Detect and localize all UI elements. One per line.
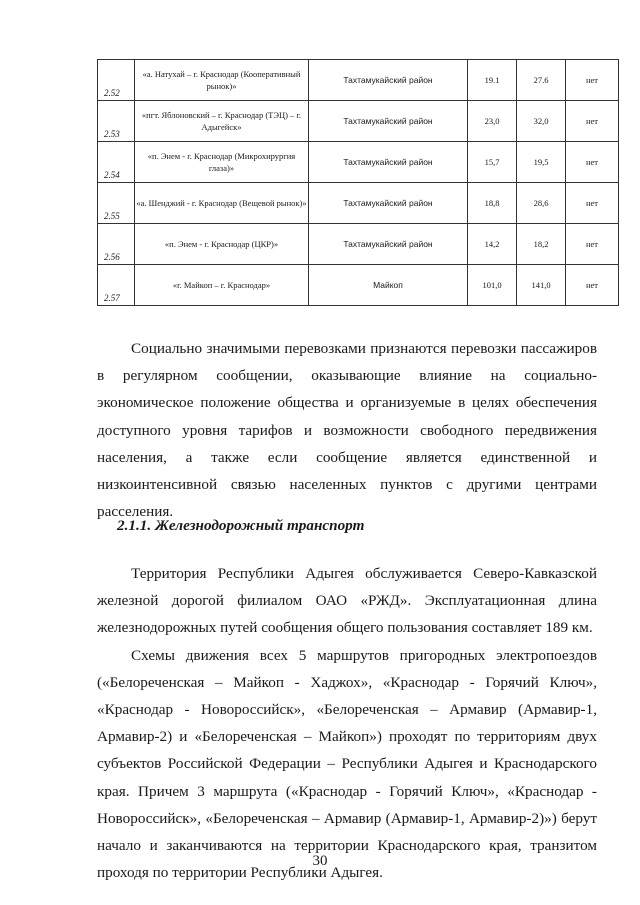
value-1-cell-text: 15,7 (484, 157, 500, 167)
district-cell (309, 60, 468, 101)
paragraph-text: Схемы движения всех 5 маршрутов пригородных электропоездов («Белореченская – Майкоп - Хаджох», «Краснодар - Горячий Ключ», «Краснодар - Новороссийск», «Белореченская – Армавир (Армавир-1, Армавир-2) и «Белореченская – Майкоп») проходят по территориям двух субъектов Российской Федерации – Республики Адыгея и Краснодарского края. Причем 3 маршрута («Краснодар - Горячий Ключ», «Краснодар - Новороссийск», «Белореченская – Армавир (Армавир-1, Армавир-2)») берут начало и заканчиваются на территории Краснодарского края, транзитом проходя по территории Республики Адыгея. (97, 646, 597, 882)
paragraph-railway (97, 560, 597, 886)
paragraph-text: Социально значимыми перевозками признаются перевозки пассажиров в регулярном сообщении, оказывающие влияние на социально-экономическое положение общества и организуемые в целях обеспечения доступного уровня тарифов и возможности свободного передвижения населения, а также если сообщение является единственной и низкоинтенсивной связью населенных пунктов с другими центрами расселения. (97, 340, 597, 521)
value-2-cell (517, 142, 566, 183)
value-3-cell (566, 265, 619, 306)
value-1-cell (468, 101, 517, 142)
route-name-cell (135, 265, 309, 306)
district-cell (309, 265, 468, 306)
value-1-cell (468, 183, 517, 224)
value-1-cell (468, 60, 517, 101)
paragraph-social-transport (97, 335, 597, 525)
table-row (98, 265, 619, 306)
value-2-cell-text: 141,0 (531, 280, 551, 290)
value-1-cell-text: 14,2 (484, 239, 500, 249)
value-3-cell (566, 224, 619, 265)
route-number-cell (98, 142, 135, 183)
district-cell-text: Тахтамукайский район (343, 75, 433, 85)
route-name-cell-text: «г. Майкоп – г. Краснодар» (172, 280, 271, 290)
route-name-cell (135, 142, 309, 183)
district-cell-text: Тахтамукайский район (343, 157, 433, 167)
table-row (98, 142, 619, 183)
value-1-cell (468, 142, 517, 183)
value-3-cell-text: нет (585, 157, 599, 167)
district-cell (309, 224, 468, 265)
value-3-cell-text: нет (585, 116, 599, 126)
table-row (98, 101, 619, 142)
value-3-cell (566, 142, 619, 183)
route-name-cell-text: «п. Энем - г. Краснодар (Микрохирургия глаза)» (147, 151, 296, 173)
route-number-cell-text: 2.53 (104, 129, 120, 139)
value-3-cell-text: нет (585, 280, 599, 290)
route-name-cell (135, 183, 309, 224)
route-name-cell (135, 60, 309, 101)
value-3-cell (566, 60, 619, 101)
district-cell (309, 183, 468, 224)
route-number-cell-text: 2.52 (104, 88, 120, 98)
district-cell-text: Тахтамукайский район (343, 116, 433, 126)
route-number-cell-text: 2.55 (104, 211, 120, 221)
route-name-cell-text: «а. Шенджий - г. Краснодар (Вещевой рынок)» (136, 198, 307, 208)
route-number-cell-text: 2.56 (104, 252, 120, 262)
page-number: 30 (312, 853, 328, 869)
value-2-cell-text: 32,0 (533, 116, 549, 126)
value-2-cell (517, 265, 566, 306)
route-number-cell (98, 265, 135, 306)
value-3-cell-text: нет (585, 239, 599, 249)
value-1-cell (468, 224, 517, 265)
route-number-cell (98, 101, 135, 142)
route-number-cell (98, 224, 135, 265)
routes-table-body (98, 60, 619, 306)
table-row (98, 183, 619, 224)
value-3-cell (566, 183, 619, 224)
section-heading: 2.1.1. Железнодорожный транспорт (117, 517, 365, 534)
value-2-cell (517, 60, 566, 101)
route-name-cell-text: «п. Энем - г. Краснодар (ЦКР)» (164, 239, 279, 249)
district-cell (309, 142, 468, 183)
district-cell-text: Тахтамукайский район (343, 239, 433, 249)
routes-table (97, 59, 619, 306)
route-name-cell-text: «пгт. Яблоновский – г. Краснодар (ТЭЦ) – г. Адыгейск» (141, 110, 302, 132)
value-1-cell-text: 23,0 (484, 116, 500, 126)
route-name-cell (135, 101, 309, 142)
value-1-cell-text: 19.1 (484, 75, 500, 85)
value-1-cell (468, 265, 517, 306)
value-2-cell (517, 224, 566, 265)
paragraph-text: Территория Республики Адыгея обслуживается Северо-Кавказской железной дорогой филиалом ОАО «РЖД». Эксплуатационная длина железнодорожных путей сообщения общего пользования составляет 189 км. (97, 565, 597, 637)
value-2-cell-text: 28,6 (533, 198, 549, 208)
value-3-cell-text: нет (585, 75, 599, 85)
table-row (98, 224, 619, 265)
table-row (98, 60, 619, 101)
value-1-cell-text: 18,8 (484, 198, 500, 208)
value-2-cell (517, 101, 566, 142)
route-name-cell-text: «а. Натухай – г. Краснодар (Кооперативный рынок)» (142, 69, 301, 91)
district-cell-text: Майкоп (373, 280, 403, 290)
value-2-cell-text: 18,2 (533, 239, 549, 249)
district-cell (309, 101, 468, 142)
value-1-cell-text: 101,0 (482, 280, 502, 290)
value-2-cell-text: 19,5 (533, 157, 549, 167)
route-number-cell (98, 183, 135, 224)
value-3-cell (566, 101, 619, 142)
route-number-cell-text: 2.54 (104, 170, 120, 180)
route-number-cell (98, 60, 135, 101)
district-cell-text: Тахтамукайский район (343, 198, 433, 208)
value-2-cell-text: 27.6 (533, 75, 549, 85)
value-3-cell-text: нет (585, 198, 599, 208)
route-name-cell (135, 224, 309, 265)
value-2-cell (517, 183, 566, 224)
route-number-cell-text: 2.57 (104, 293, 120, 303)
